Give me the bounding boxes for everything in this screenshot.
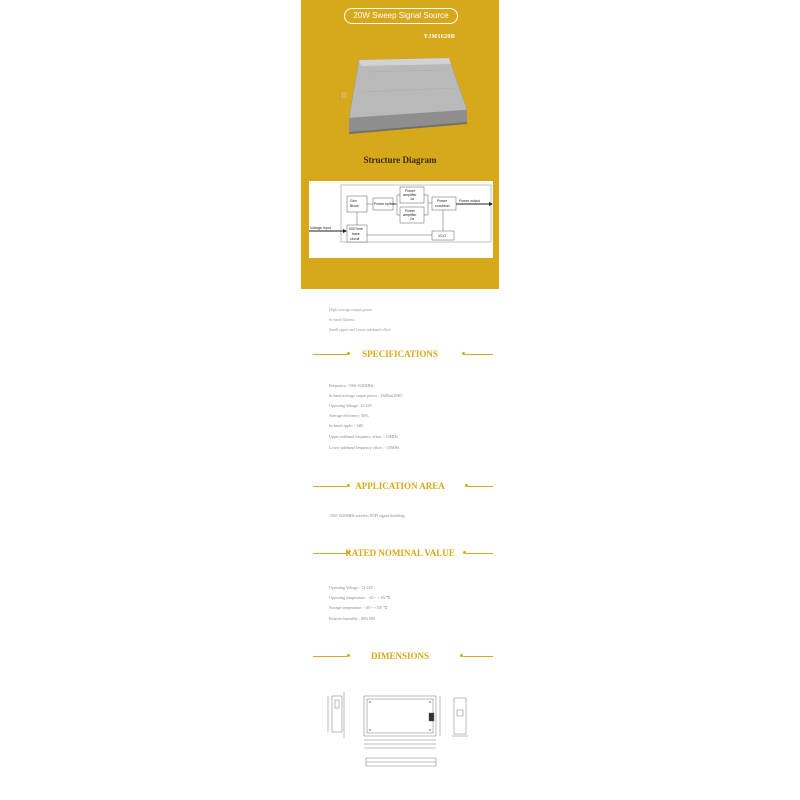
feature-item: In-band flatness bbox=[329, 317, 355, 322]
spec-item: Upper sideband frequency offset :<10MHz bbox=[329, 434, 398, 439]
timebase-label-2: base bbox=[352, 232, 360, 236]
gen-block-label-2: Block bbox=[350, 204, 359, 208]
vco-label: VCO bbox=[438, 234, 446, 238]
timebase-label-3: circuit bbox=[350, 237, 360, 241]
product-badge: 20W Sweep Signal Source bbox=[344, 8, 458, 24]
amplifier-1-label-1: Power bbox=[405, 189, 416, 193]
amplifier-1-label-2: amplifier bbox=[403, 193, 417, 197]
power-output-label: Power output bbox=[459, 199, 481, 203]
rated-item: Storage temperature : -40 ~ +150 ℃ bbox=[329, 605, 388, 610]
section-title: DIMENSIONS bbox=[370, 651, 429, 661]
feature-item: High average output power bbox=[329, 307, 373, 312]
gen-block-label-1: Gen bbox=[350, 199, 357, 203]
rated-item: Relative humidity : 80% RH bbox=[329, 616, 375, 621]
power-combiner-label-1: Power bbox=[437, 199, 448, 203]
section-header-specifications bbox=[309, 349, 491, 359]
power-splitter-label: Power splitter bbox=[374, 202, 396, 206]
spec-item: In-band average output power : 43dBm(20W) bbox=[329, 393, 403, 398]
power-combiner-label-2: combiner bbox=[435, 204, 450, 208]
amplifier-1-label-3: 1a bbox=[410, 197, 414, 201]
product-image bbox=[339, 52, 471, 144]
amplifier-2-label-3: 2a bbox=[410, 217, 414, 221]
model-number: YJM1620B bbox=[423, 34, 455, 40]
section-title: APPLICATION AREA bbox=[355, 481, 445, 491]
rated-item: Operating Voltage : 12-24V bbox=[329, 585, 374, 590]
amplifier-2-label-2: amplifier bbox=[403, 213, 417, 217]
spec-item: Frequency: 1560-1620MHz bbox=[329, 383, 374, 388]
section-title: RATED NOMINAL VALUE bbox=[345, 548, 455, 558]
dimensions-drawing bbox=[326, 688, 476, 773]
product-sheet bbox=[301, 0, 499, 800]
spec-item: Operating Voltage: 12-24V bbox=[329, 403, 373, 408]
structure-diagram bbox=[309, 181, 493, 258]
spec-item: In-band ripple: <1dB bbox=[329, 423, 363, 428]
spec-item: Average efficiency: 30% bbox=[329, 413, 369, 418]
section-title: SPECIFICATIONS bbox=[362, 349, 438, 359]
section-header-application bbox=[309, 481, 491, 491]
section-header-dimensions bbox=[309, 651, 491, 661]
voltage-input-label: Voltage input bbox=[310, 226, 331, 230]
section-header-rated bbox=[309, 548, 491, 558]
amplifier-2-label-1: Power bbox=[405, 209, 416, 213]
application-text: 1560-1620MHz wireless WIFI signal shielding bbox=[329, 513, 405, 518]
hero-banner bbox=[301, 0, 499, 289]
structure-diagram-title: Structure Diagram bbox=[363, 155, 437, 165]
spec-item: Lower sideband frequency offset : <10MHz bbox=[329, 445, 400, 450]
feature-item: Small upper and lower sideband offset bbox=[329, 327, 391, 332]
rated-item: Operating temperature : -20 ~ + 65 ℃ bbox=[329, 595, 391, 600]
timebase-label-1: 500Time bbox=[349, 227, 363, 231]
